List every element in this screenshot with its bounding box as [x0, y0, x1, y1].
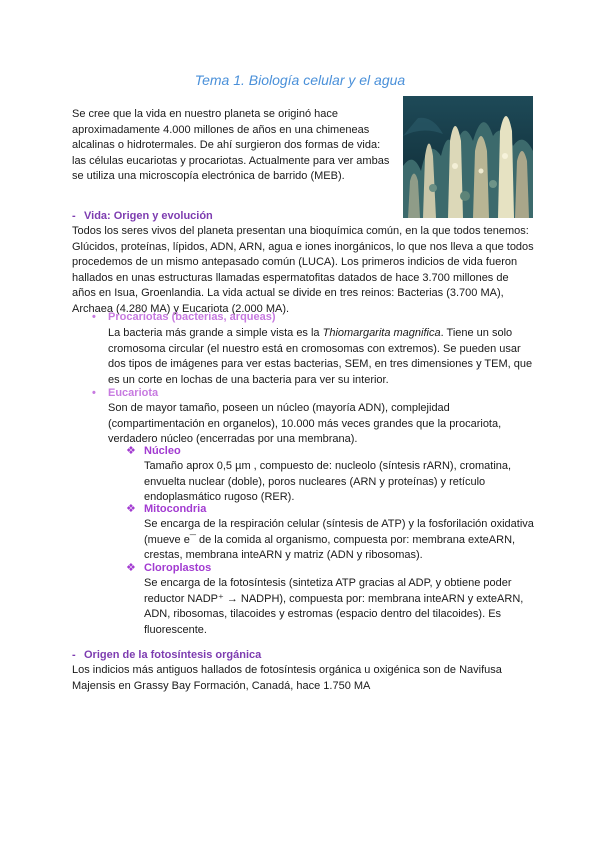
section-heading-text: Origen de la fotosíntesis orgánica [84, 649, 262, 661]
diamond-bullet-icon: ❖ [126, 445, 136, 457]
subitem-heading-nucleo [126, 444, 181, 460]
diamond-bullet-icon: ❖ [126, 562, 136, 574]
section1-paragraph: Todos los seres vivos del planeta presentan una bioquímica común, en la que todos tenemos: Glúcidos, proteínas, lípidos, ADN, ARN, agua e iones inorgánicos, lo que nos lleva a que todos procedemos de un mismo antepasado común (LUCA). Los primeros indicios de vida fueron hallados en unas estructuras llamadas espermatofitas datados de hace 3.700 millones de años en Isua, Groenlandia. La vida actual se divide en tres reinos: Bacterias (3.700 MA), Archaea (4.280 MA) y Eucariota (2.000 MA). [72, 225, 534, 315]
section-heading-text: Vida: Origen y evolución [84, 210, 213, 222]
species-name: Thiomargarita magnifica [322, 327, 441, 339]
eucariota-paragraph: Son de mayor tamaño, poseen un núcleo (mayoría ADN), complejidad (compartimentación en organelos), 10.000 más veces grandes que la procariota, verdadero núcleo (encerradas por una membrana). [108, 402, 502, 445]
section2-paragraph: Los indicios más antiguos hallados de fotosíntesis orgánica u oxigénica son de Navifusa Majensis en Grassy Bay Formación, Canadá, hace 1.750 MA [72, 664, 502, 692]
hydrothermal-vent-image [403, 96, 533, 218]
intro-paragraph: Se cree que la vida en nuestro planeta se originó hace aproximadamente 4.000 millones de años en una chimeneas alcalinas o hidrotermales. De ahí surgieron dos formas de vida: las células eucariotas y procariotas. Actualmente para ver ambas se utiliza una microscopía electrónica de barrido (MEB). [72, 108, 390, 182]
cloroplastos-paragraph: Se encarga de la fotosíntesis (sintetiza ATP gracias al ADP, y obtiene poder reductor NADP⁺ → NADPH), compuesta por: membrana inteARN y exteARN, ADN, ribosomas, tilacoides y estromas (espacio dentro del tilacoides). Es fluorescente. [144, 577, 524, 636]
nucleo-paragraph: Tamaño aprox 0,5 µm , compuesto de: nucleolo (síntesis rARN), cromatina, envuelta nuclear (doble), poros nucleares (ARN y proteínas) y retículo endoplasmático rugoso (RER). [144, 460, 512, 503]
bullet-dot: • [92, 311, 96, 323]
subitem-heading-text: Mitocondria [144, 503, 207, 515]
bullet-heading-text: Procariotas (bacterias, arqueas) [108, 311, 276, 323]
procariotas-text-start: La bacteria más grande a simple vista es la [108, 327, 323, 339]
section-marker: - [72, 649, 76, 661]
section-marker: - [72, 210, 76, 222]
subitem-heading-mitocondria [126, 502, 206, 518]
diamond-bullet-icon: ❖ [126, 503, 136, 515]
section-heading-origen-evolucion [72, 209, 213, 225]
document-title: Tema 1. Biología celular y el agua [194, 72, 406, 88]
subitem-heading-text: Núcleo [144, 445, 181, 457]
bullet-heading-eucariota [92, 386, 158, 402]
section-heading-fotosintesis [72, 648, 261, 664]
procariotas-paragraph [108, 326, 534, 388]
bullet-heading-procariotas [92, 310, 276, 326]
bullet-dot: • [92, 387, 96, 399]
bullet-heading-text: Eucariota [108, 387, 159, 399]
hydrothermal-vent-photo [403, 96, 533, 218]
subitem-heading-cloroplastos [126, 561, 211, 577]
procariotas-text-end: . Tiene un solo cromosoma circular (el nuestro está en cromosomas con extremos). Se pueden usar dos tipos de imágenes para ver estas bacterias, SEM, en tres dimensiones y TEM, que es un corte en lochas de una bacteria para ver su interior. [108, 327, 533, 386]
mitocondria-paragraph: Se encarga de la respiración celular (síntesis de ATP) y la fosforilación oxidativa (mueve e¯ de la comida al organismo, compuesta por: membrana exteARN, crestas, membrana inteARN y matriz (ADN y ribosomas). [144, 518, 534, 561]
subitem-heading-text: Cloroplastos [144, 562, 212, 574]
